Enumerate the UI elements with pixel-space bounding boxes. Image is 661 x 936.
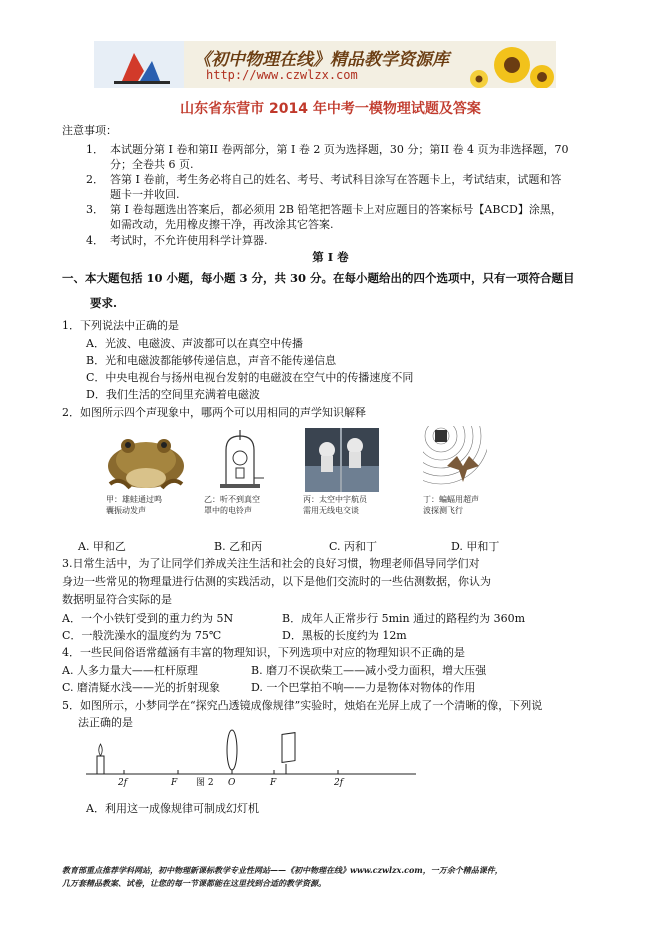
diagram-label: O [228,778,236,788]
question-stem: 数据明显符合实际的是 [62,593,172,606]
banner-title: 《初中物理在线》精品教学资源库 [194,50,449,70]
note-line: 如需改动，先用橡皮擦干净，再改涂其它答案. [110,218,334,231]
lens-experiment-diagram [86,728,426,790]
answer-option: D. 甲和丁 [451,540,500,553]
diagram-label: 2f [334,778,344,788]
answer-option: B. 磨刀不误砍柴工——减小受力面积，增大压强 [251,664,487,677]
answer-option: C．一般洗澡水的温度约为 75℃ [62,629,222,642]
section-instruction: 要求. [90,296,118,310]
answer-option: A. 甲和乙 [78,540,126,553]
question-stem: 3.日常生活中，为了让同学们养成关注生活和社会的良好习惯，物理老师倡导同学们对 [62,557,480,570]
note-line: 第 I 卷每题选出答案后，都必须用 2B 铅笔把答题卡上对应题目的答案标号【ABCD】涂黑， [110,203,562,216]
image-caption: 乙：听不到真空 罩中的电铃声 [204,495,260,515]
note-line: 本试题分第 I 卷和第II 卷两部分，第 I 卷 2 页为选择题，30 分；第II 卷 4 页为非选择题，70 [110,143,569,156]
answer-option: B．成年人正常步行 5min 通过的路程约为 360m [282,612,526,625]
image-caption: 丁：蝙蝠用超声 波探测飞行 [423,495,479,515]
astronaut-photo [305,428,379,492]
answer-option: C. 磨清疑水浅——光的折射现象 [62,681,221,694]
footer-line: 教育部重点推荐学科网站，初中物理新课标教学专业性网站——《初中物理在线》www.czwlzx.com，一万余个精品课件， [62,865,503,875]
note-number: 1． [86,143,104,156]
answer-option: D. 一个巴掌拍不响——力是物体对物体的作用 [251,681,476,694]
answer-option: B．光和电磁波都能够传递信息，声音不能传递信息 [86,354,337,367]
question-stem: 5．如图所示，小梦同学在“探究凸透镜成像规律”实验时，烛焰在光屏上成了一个清晰的像，下列说 [62,699,543,712]
bat-sonar-illustration [423,426,487,490]
answer-option: B. 乙和丙 [214,540,263,553]
section-instruction: 一、本大题包括 10 小题，每小题 3 分，共 30 分。在每小题给出的四个选项中，只有一项符合题目 [62,271,575,285]
answer-option: D．我们生活的空间里充满着电磁波 [86,388,260,401]
question-stem: 法正确的是 [78,716,133,729]
question-stem: 4．一些民间俗语常蕴涵有丰富的物理知识，下列选项中对应的物理知识不正确的是 [62,646,465,659]
answer-option: A．光波、电磁波、声波都可以在真空中传播 [86,337,303,350]
note-number: 3． [86,203,104,216]
question-stem: 1．下列说法中正确的是 [62,319,179,332]
note-line: 分；全卷共 6 页. [110,158,194,171]
page-title: 山东省东营市 2014 年中考一模物理试题及答案 [180,101,481,117]
note-number: 2． [86,173,104,186]
question-stem: 2．如图所示四个声现象中，哪两个可以用相同的声学知识解释 [62,406,366,419]
figure-caption: 图 2 [196,778,214,788]
question-stem: 身边一些常见的物理量进行估测的实践活动，以下是他们交流时的一些估测数据，你认为 [62,575,491,588]
notes-heading: 注意事项： [62,124,117,137]
answer-option: A．一个小铁钉受到的重力约为 5N [62,612,234,625]
answer-option: A. 人多力量大——杠杆原理 [62,664,198,677]
answer-option: D．黑板的长度约为 12m [282,629,407,642]
note-line: 题卡一并收回. [110,188,180,201]
bell-jar-illustration [212,428,268,490]
part-heading: 第 I 卷 [312,250,349,264]
note-line: 答第 I 卷前，考生务必将自己的姓名、考号、考试科目涂写在答题卡上，考试结束，试题和答 [110,173,562,186]
answer-option: A．利用这一成像规律可制成幻灯机 [86,802,259,815]
header-banner [94,41,556,88]
diagram-label: F [171,778,178,788]
answer-option: C. 丙和丁 [329,540,378,553]
diagram-label: F [270,778,277,788]
note-line: 考试时，不允许使用科学计算器. [110,234,268,247]
note-number: 4． [86,234,104,247]
banner-url: http://www.czwlzx.com [206,68,358,82]
answer-option: C．中央电视台与扬州电视台发射的电磁波在空气中的传播速度不同 [86,371,414,384]
diagram-label: 2f [118,778,128,788]
frog-illustration [100,426,192,492]
image-caption: 甲：雄蛙通过鸣 囊振动发声 [106,495,162,515]
footer-line: 几万套精品教案、试卷，让您的每一节课都能在这里找到合适的教学资源。 [62,878,326,888]
image-caption: 丙：太空中宇航员 需用无线电交谈 [303,495,367,515]
